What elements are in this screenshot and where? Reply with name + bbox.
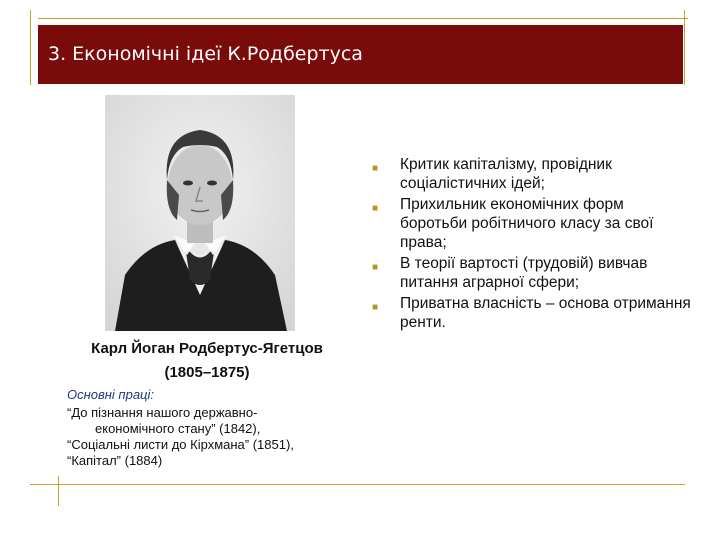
works-line: економічного стану” (1842),	[95, 421, 261, 436]
bullet-text: Прихильник економічних форм боротьби робітничого класу за свої права;	[400, 196, 654, 251]
bottom-rule-line	[30, 484, 685, 485]
bullet-text: В теорії вартості (трудовій) вивчав питання аграрної сфери;	[400, 255, 648, 291]
bullet-list	[372, 155, 692, 334]
slide-title: 3. Економічні ідеї К.Родбертуса	[48, 43, 363, 65]
works-line: “Капітал” (1884)	[67, 453, 163, 468]
square-bullet-icon: ■	[372, 262, 379, 273]
works-heading: Основні праці:	[67, 387, 154, 402]
bullet-item	[372, 195, 692, 252]
top-rule-line	[38, 18, 688, 19]
portrait-years: (1805–1875)	[164, 364, 250, 381]
title-bar	[38, 25, 683, 84]
right-rule-line	[684, 10, 685, 85]
square-bullet-icon: ■	[372, 203, 379, 214]
bullet-text: Приватна власність – основа отримання ренти.	[400, 295, 691, 331]
bullet-item	[372, 294, 692, 332]
bullet-item	[372, 254, 692, 292]
bullet-text: Критик капіталізму, провідник соціалістичних ідей;	[400, 156, 612, 192]
bottom-left-rule-line	[58, 476, 59, 506]
works-list	[67, 405, 367, 469]
bullet-item	[372, 155, 692, 193]
works-line: “До пізнання нашого державно-	[67, 405, 258, 420]
portrait-photo	[105, 95, 295, 331]
left-rule-line	[30, 10, 31, 85]
square-bullet-icon: ■	[372, 163, 379, 174]
works-line: “Соціальні листи до Кірхмана” (1851),	[67, 437, 294, 452]
square-bullet-icon: ■	[372, 302, 379, 313]
portrait-name: Карл Йоган Родбертус-Ягетцов	[91, 340, 323, 357]
